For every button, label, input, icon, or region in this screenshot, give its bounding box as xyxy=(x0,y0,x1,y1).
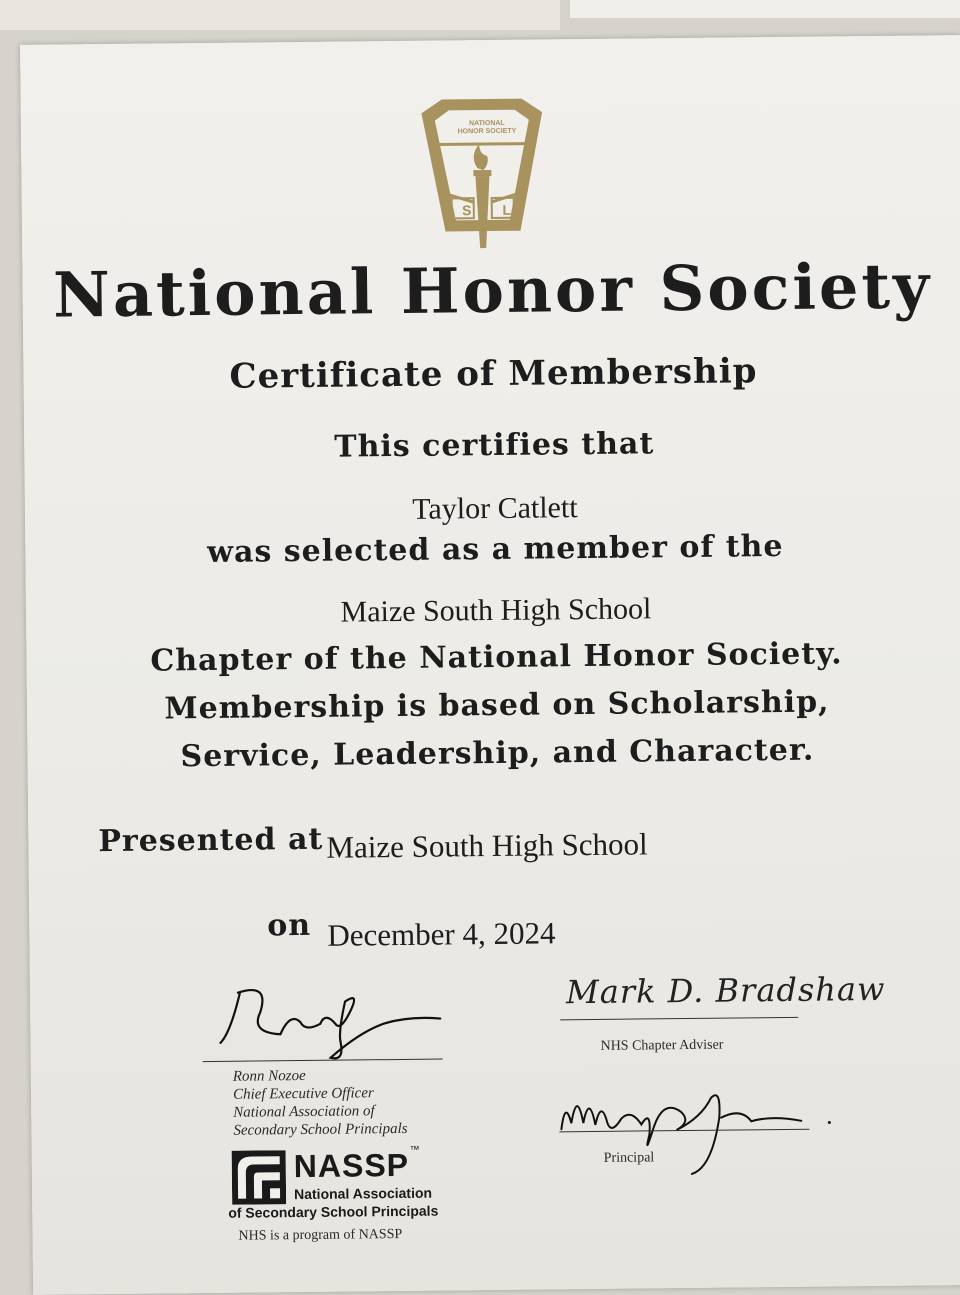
certificate-page xyxy=(20,35,960,1295)
presented-value: Maize South High School xyxy=(326,826,648,865)
nassp-trademark: ™ xyxy=(409,1144,420,1156)
nassp-line-2: of Secondary School Principals xyxy=(228,1202,439,1221)
presented-date: December 4, 2024 xyxy=(327,915,556,953)
adviser-signature: Mark D. Bradshaw xyxy=(565,969,886,1012)
ceo-name: Ronn Nozoe xyxy=(232,1067,306,1085)
certifies-line: This certifies that xyxy=(334,426,655,465)
basis-line-2: Service, Leadership, and Character. xyxy=(180,732,815,775)
emblem-text: NATIONAL HONOR SOCIETY xyxy=(457,119,517,136)
selected-line: was selected as a member of the xyxy=(206,528,784,570)
background-paper-left xyxy=(0,0,560,30)
chapter-line: Chapter of the National Honor Society. xyxy=(150,636,843,679)
certificate-title: National Honor Society xyxy=(52,249,933,332)
nassp-line-1: National Association xyxy=(293,1184,433,1203)
ceo-org-line-1: National Association of xyxy=(233,1103,375,1121)
ceo-signature-image xyxy=(210,970,451,1073)
ceo-org-line-2: Secondary School Principals xyxy=(233,1120,408,1139)
recipient-name: Taylor Catlett xyxy=(412,491,578,526)
basis-line-1: Membership is based on Scholarship, xyxy=(164,684,830,727)
certificate-subtitle: Certificate of Membership xyxy=(229,351,758,397)
emblem-letter-s: S xyxy=(462,202,472,219)
principal-role: Principal xyxy=(603,1150,655,1166)
emblem-letter-l: L xyxy=(502,201,512,218)
school-name: Maize South High School xyxy=(340,592,652,629)
adviser-role: NHS Chapter Adviser xyxy=(600,1037,724,1054)
presented-label: Presented at xyxy=(98,821,324,860)
on-label: on xyxy=(267,907,312,944)
nhs-program-note: NHS is a program of NASSP xyxy=(238,1226,403,1244)
adviser-signature-line xyxy=(560,1017,798,1020)
nassp-logo-icon xyxy=(232,1150,287,1205)
ceo-title: Chief Executive Officer xyxy=(232,1085,374,1103)
nassp-wordmark: NASSP xyxy=(293,1146,410,1185)
background-paper-right xyxy=(570,0,960,18)
